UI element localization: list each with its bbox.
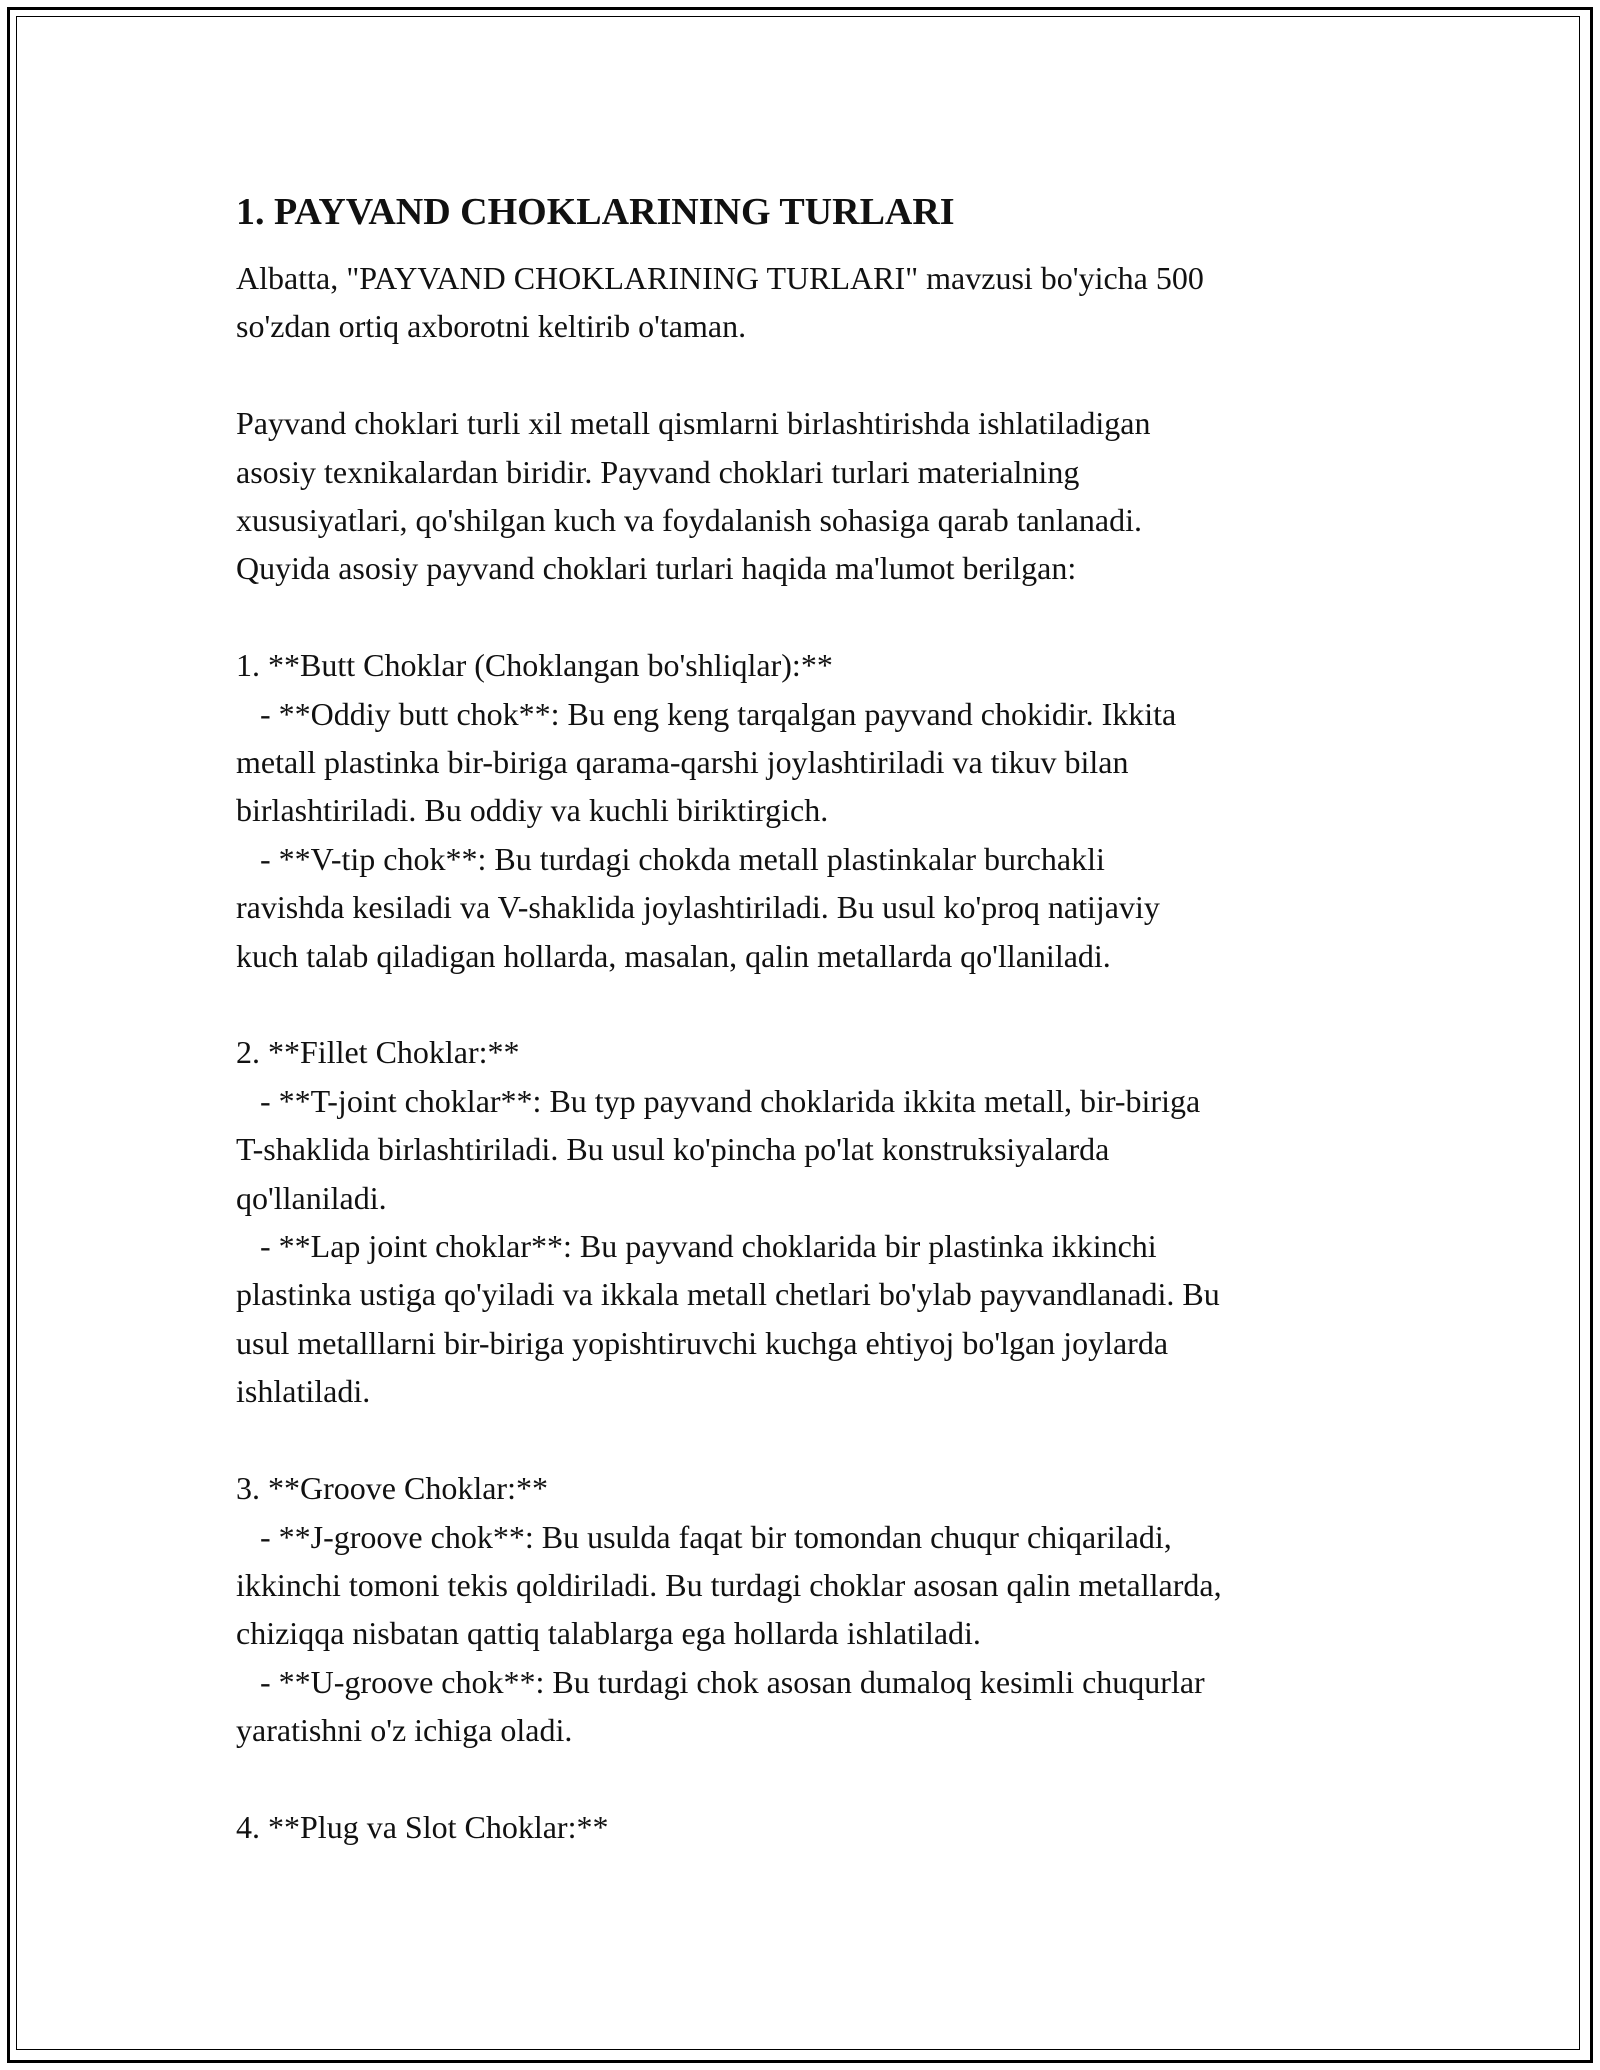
text-line: 4. **Plug va Slot Choklar:** xyxy=(236,1808,609,1845)
text-line: asosiy texnikalardan biridir. Payvand choklari turlari materialning xyxy=(236,453,1080,490)
text-line: - **Lap joint choklar**: Bu payvand choklarida bir plastinka ikkinchi xyxy=(236,1228,1157,1265)
text-line: T-shaklida birlashtiriladi. Bu usul ko'pincha po'lat konstruksiyalarda xyxy=(236,1131,1110,1168)
text-line: qo'llaniladi. xyxy=(236,1179,387,1216)
text-line: - **T-joint choklar**: Bu typ payvand choklarida ikkita metall, bir-biriga xyxy=(236,1082,1201,1119)
text-line: kuch talab qiladigan hollarda, masalan, qalin metallarda qo'llaniladi. xyxy=(236,937,1111,974)
document-body xyxy=(236,186,1376,1851)
blank-line xyxy=(236,1416,1376,1464)
text-line: ikkinchi tomoni tekis qoldiriladi. Bu turdagi choklar asosan qalin metallarda, xyxy=(236,1566,1222,1603)
text-line: birlashtiriladi. Bu oddiy va kuchli biriktirgich. xyxy=(236,792,829,829)
blank-line xyxy=(236,593,1376,641)
blank-line xyxy=(236,351,1376,399)
text-line: metall plastinka bir-biriga qarama-qarshi joylashtiriladi va tikuv bilan xyxy=(236,744,1129,781)
text-line: 2. **Fillet Choklar:** xyxy=(236,1034,520,1071)
text-line: yaratishni o'z ichiga oladi. xyxy=(236,1712,573,1749)
text-line: chiziqqa nisbatan qattiq talablarga ega hollarda ishlatiladi. xyxy=(236,1615,981,1652)
text-line: - **J-groove chok**: Bu usulda faqat bir tomondan chuqur chiqariladi, xyxy=(236,1518,1172,1555)
text-line: so'zdan ortiq axborotni keltirib o'taman. xyxy=(236,308,747,345)
document-title: 1. PAYVAND CHOKLARINING TURLARI xyxy=(236,191,955,233)
text-line: usul metalllarni bir-biriga yopishtiruvchi kuchga ehtiyoj bo'lgan joylarda xyxy=(236,1324,1169,1361)
text-line: - **V-tip chok**: Bu turdagi chokda metall plastinkalar burchakli xyxy=(236,840,1105,877)
text-line: xususiyatlari, qo'shilgan kuch va foydalanish sohasiga qarab tanlanadi. xyxy=(236,502,1142,539)
text-line: Payvand choklari turli xil metall qismlarni birlashtirishda ishlatiladigan xyxy=(236,405,1151,442)
text-line: Quyida asosiy payvand choklari turlari haqida ma'lumot berilgan: xyxy=(236,550,1077,587)
blank-line xyxy=(236,1755,1376,1803)
document-text xyxy=(236,254,1376,1851)
text-line: 1. **Butt Choklar (Choklangan bo'shliqlar):** xyxy=(236,647,833,684)
text-line: plastinka ustiga qo'yiladi va ikkala metall chetlari bo'ylab payvandlanadi. Bu xyxy=(236,1276,1220,1313)
text-line: - **U-groove chok**: Bu turdagi chok asosan dumaloq kesimli chuqurlar xyxy=(236,1663,1205,1700)
text-line: 3. **Groove Choklar:** xyxy=(236,1470,548,1507)
text-line: - **Oddiy butt chok**: Bu eng keng tarqalgan payvand chokidir. Ikkita xyxy=(236,695,1177,732)
text-line: ishlatiladi. xyxy=(236,1373,371,1410)
text-line: ravishda kesiladi va V-shaklida joylashtiriladi. Bu usul ko'proq natijaviy xyxy=(236,889,1160,926)
blank-line xyxy=(236,980,1376,1028)
text-line: Albatta, "PAYVAND CHOKLARINING TURLARI" mavzusi bo'yicha 500 xyxy=(236,260,1204,296)
